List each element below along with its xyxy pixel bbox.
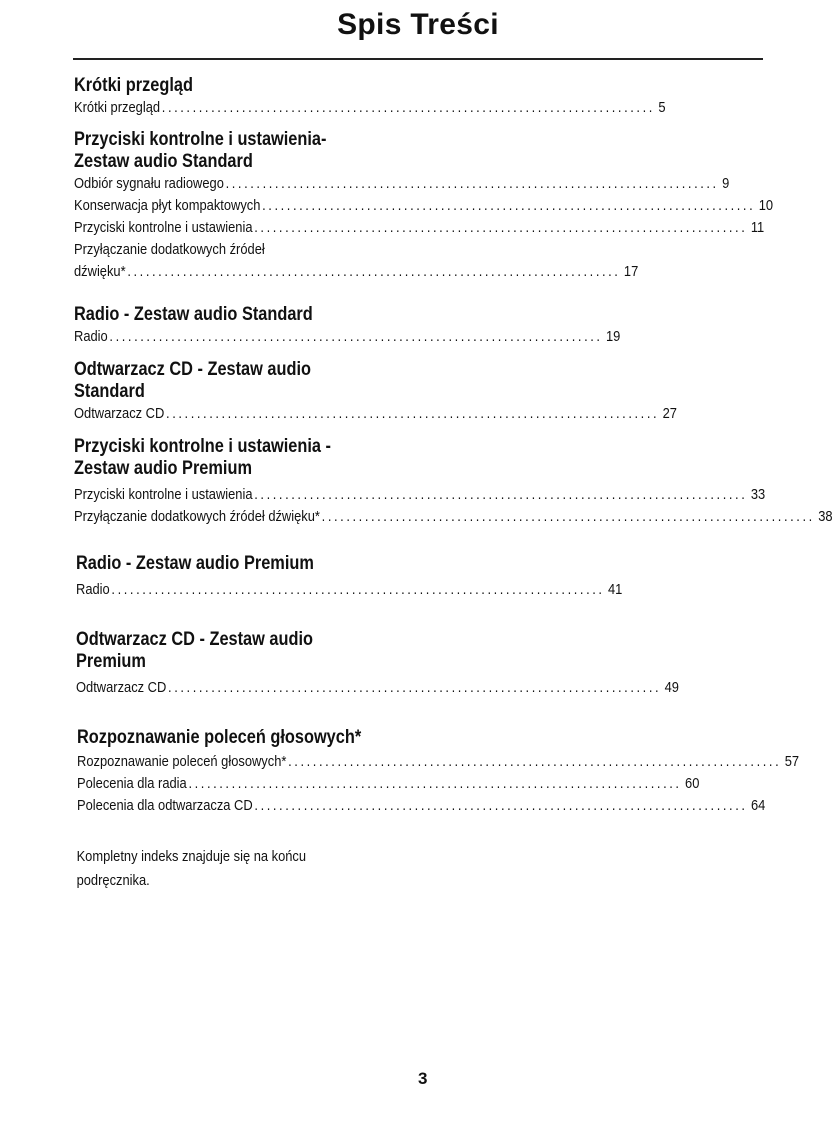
entry-page: 5 — [658, 99, 666, 116]
leader-dots: ................................................................................ — [262, 197, 756, 214]
toc-section — [74, 304, 621, 348]
section-heading: Radio - Zestaw audio Standard — [74, 304, 313, 325]
entry-label: Radio — [76, 581, 110, 598]
toc-section — [74, 727, 800, 817]
entry-page: 9 — [722, 175, 730, 192]
section-heading: Przyciski kontrolne i ustawienia - Zestaw audio Premium — [74, 436, 331, 479]
section-heading: Krótki przegląd — [74, 75, 193, 96]
toc-entry[interactable] — [74, 403, 677, 425]
toc-section — [74, 359, 677, 425]
toc-section — [74, 75, 666, 119]
toc-entry[interactable] — [74, 326, 621, 348]
section-heading: Odtwarzacz CD - Zestaw audio Premium — [76, 629, 313, 672]
toc-entry[interactable] — [76, 677, 679, 699]
entry-label: Krótki przegląd — [74, 99, 161, 116]
leader-dots: ................................................................................ — [254, 486, 748, 503]
table-of-contents — [74, 75, 833, 893]
entry-page: 38 — [818, 508, 833, 525]
leader-dots: ................................................................................ — [168, 679, 662, 696]
page-title: Spis Treści — [337, 8, 499, 41]
leader-dots: ................................................................................ — [161, 99, 655, 116]
toc-entry[interactable] — [77, 795, 766, 817]
leader-dots: ................................................................................ — [254, 797, 748, 814]
entry-label: dźwięku* — [74, 263, 126, 280]
entry-label: Odtwarzacz CD — [76, 679, 167, 696]
title-divider — [73, 58, 763, 60]
leader-dots: ................................................................................ — [127, 263, 621, 280]
entry-page: 41 — [608, 581, 623, 598]
page-number: 3 — [418, 1069, 428, 1088]
toc-section — [74, 629, 679, 699]
leader-dots: ................................................................................ — [254, 219, 748, 236]
section-heading: Odtwarzacz CD - Zestaw audio Standard — [74, 359, 311, 402]
entry-label: Przyciski kontrolne i ustawienia — [74, 219, 253, 236]
toc-entry[interactable] — [77, 751, 800, 773]
toc-entry[interactable] — [74, 97, 666, 119]
entry-label: Przyciski kontrolne i ustawienia — [74, 486, 253, 503]
entry-label: Radio — [74, 328, 108, 345]
entry-page: 33 — [750, 486, 766, 503]
entry-page: 10 — [758, 197, 774, 214]
toc-entry[interactable] — [74, 506, 833, 528]
section-heading: Rozpoznawanie poleceń głosowych* — [77, 727, 362, 748]
toc-entry[interactable] — [74, 173, 730, 195]
entry-page: 60 — [685, 775, 700, 792]
toc-entry[interactable] — [76, 579, 623, 601]
entry-page: 19 — [606, 328, 621, 345]
leader-dots: ................................................................................ — [166, 405, 660, 422]
toc-entry[interactable] — [74, 239, 390, 261]
toc-entry[interactable] — [74, 217, 765, 239]
entry-page: 17 — [623, 263, 639, 280]
toc-entry[interactable] — [74, 195, 774, 217]
toc-entry[interactable] — [77, 773, 700, 795]
section-heading: Radio - Zestaw audio Premium — [76, 553, 314, 574]
entry-page: 49 — [664, 679, 679, 696]
toc-section — [74, 553, 623, 601]
entry-page: 57 — [784, 753, 800, 770]
section-heading: Przyciski kontrolne i ustawienia- Zestaw audio Standard — [74, 129, 327, 172]
entry-label: Odbiór sygnału radiowego — [74, 175, 224, 192]
entry-page: 64 — [750, 797, 766, 814]
leader-dots: ................................................................................ — [109, 328, 603, 345]
entry-label: Przyłączanie dodatkowych źródeł — [74, 241, 265, 258]
entry-label: Przyłączanie dodatkowych źródeł dźwięku* — [74, 508, 320, 525]
leader-dots: ................................................................................ — [188, 775, 682, 792]
toc-section — [74, 129, 774, 283]
leader-dots: ................................................................................ — [111, 581, 605, 598]
leader-dots: ................................................................................ — [225, 175, 719, 192]
toc-section — [74, 436, 833, 528]
entry-page: 11 — [750, 219, 765, 236]
leader-dots: ................................................................................ — [288, 753, 782, 770]
entry-label: Polecenia dla radia — [77, 775, 187, 792]
leader-dots: ................................................................................ — [321, 508, 815, 525]
entry-label: Odtwarzacz CD — [74, 405, 165, 422]
toc-entry[interactable] — [74, 261, 639, 283]
toc-entry[interactable] — [74, 484, 766, 506]
entry-label: Polecenia dla odtwarzacza CD — [77, 797, 253, 814]
entry-label: Rozpoznawanie poleceń głosowych* — [77, 753, 287, 770]
entry-label: Konserwacja płyt kompaktowych — [74, 197, 261, 214]
entry-page: 27 — [662, 405, 677, 422]
index-note: Kompletny indeks znajduje się na końcu podręcznika. — [76, 848, 307, 889]
